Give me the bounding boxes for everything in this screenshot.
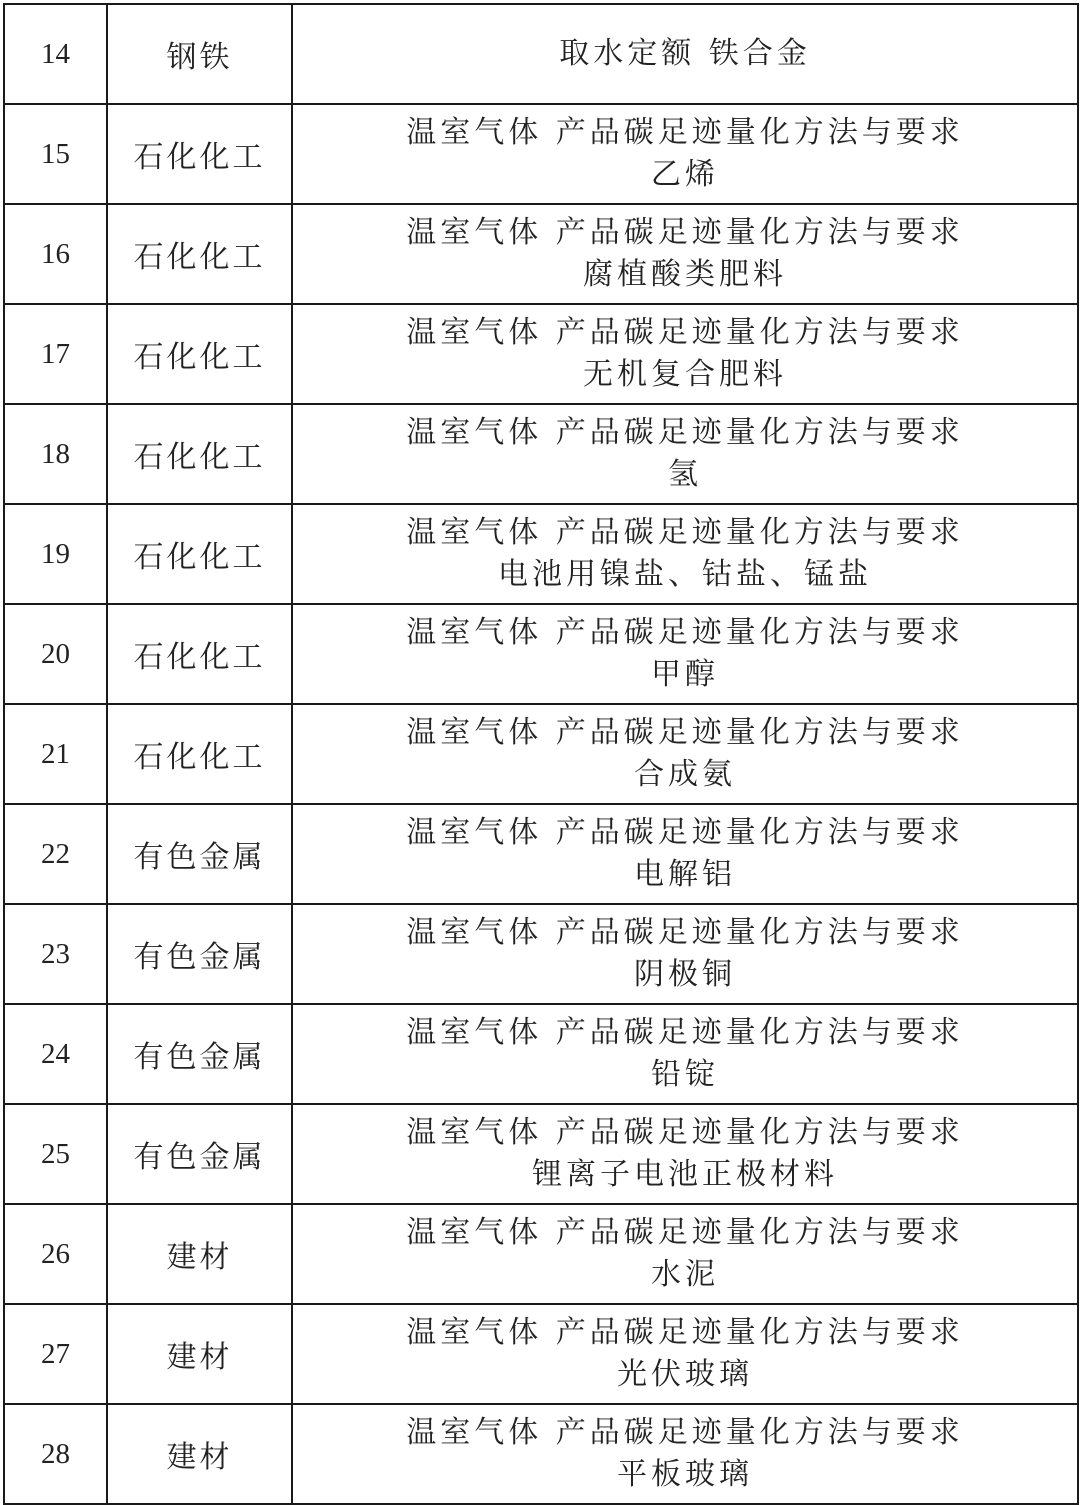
industry-cell: 建材 [107,1404,292,1504]
standard-name-line2: 乙烯 [651,157,719,192]
table-row [4,604,1078,704]
table-row [4,404,1078,504]
industry-cell: 建材 [107,1204,292,1304]
industry-cell: 石化化工 [107,504,292,604]
row-number: 27 [4,1304,107,1404]
table-row [4,204,1078,304]
standard-name-cell [292,104,1078,204]
standard-name-line2: 平板玻璃 [617,1457,753,1492]
industry-cell: 石化化工 [107,304,292,404]
row-number: 20 [4,604,107,704]
standard-name-cell [292,804,1078,904]
standard-name-line1: 温室气体 产品碳足迹量化方法与要求 [406,415,964,450]
row-number: 26 [4,1204,107,1304]
standard-name-cell [292,1304,1078,1404]
standard-name-cell [292,1404,1078,1504]
standard-name-line2: 氢 [668,457,702,492]
standard-name-cell [292,1204,1078,1304]
table-row [4,1004,1078,1104]
standard-name-line1: 取水定额 铁合金 [559,36,811,71]
row-number: 16 [4,204,107,304]
standard-name-line2: 锂离子电池正极材料 [532,1157,838,1192]
row-number: 22 [4,804,107,904]
row-number: 28 [4,1404,107,1504]
standard-name-line2: 铅锭 [651,1057,719,1092]
table-row [4,704,1078,804]
standard-name-line1: 温室气体 产品碳足迹量化方法与要求 [406,1015,964,1050]
standard-name-cell [292,304,1078,404]
table-row [4,504,1078,604]
table-row [4,4,1078,104]
standard-name-line1: 温室气体 产品碳足迹量化方法与要求 [406,1315,964,1350]
table-row [4,104,1078,204]
table-row [4,1204,1078,1304]
standard-name-line2: 阴极铜 [634,957,736,992]
table-row [4,1404,1078,1504]
standard-name-line2: 甲醇 [651,657,719,692]
standard-name-line1: 温室气体 产品碳足迹量化方法与要求 [406,115,964,150]
row-number: 23 [4,904,107,1004]
table-row [4,304,1078,404]
table-row [4,1304,1078,1404]
standards-table [3,3,1079,1505]
industry-cell: 钢铁 [107,4,292,104]
standard-name-line2: 电池用镍盐、钴盐、锰盐 [498,557,872,592]
standard-name-line2: 无机复合肥料 [583,357,787,392]
standard-name-line2: 水泥 [651,1257,719,1292]
standard-name-line1: 温室气体 产品碳足迹量化方法与要求 [406,1115,964,1150]
industry-cell: 有色金属 [107,1004,292,1104]
standard-name-cell [292,604,1078,704]
industry-cell: 石化化工 [107,404,292,504]
industry-cell: 石化化工 [107,604,292,704]
standard-name-line1: 温室气体 产品碳足迹量化方法与要求 [406,815,964,850]
standard-name-line1: 温室气体 产品碳足迹量化方法与要求 [406,1215,964,1250]
row-number: 19 [4,504,107,604]
table-row [4,804,1078,904]
row-number: 15 [4,104,107,204]
table-row [4,904,1078,1004]
standard-name-line1: 温室气体 产品碳足迹量化方法与要求 [406,515,964,550]
row-number: 24 [4,1004,107,1104]
standard-name-line2: 腐植酸类肥料 [583,257,787,292]
standard-name-cell [292,204,1078,304]
row-number: 21 [4,704,107,804]
standard-name-cell [292,404,1078,504]
table-row [4,1104,1078,1204]
standard-name-cell [292,704,1078,804]
standard-name-cell [292,504,1078,604]
standard-name-line1: 温室气体 产品碳足迹量化方法与要求 [406,715,964,750]
standard-name-line2: 电解铝 [634,857,736,892]
standard-name-line1: 温室气体 产品碳足迹量化方法与要求 [406,915,964,950]
industry-cell: 有色金属 [107,804,292,904]
standard-name-cell [292,4,1078,104]
row-number: 17 [4,304,107,404]
standard-name-line2: 光伏玻璃 [617,1357,753,1392]
standard-name-line1: 温室气体 产品碳足迹量化方法与要求 [406,615,964,650]
standard-name-line1: 温室气体 产品碳足迹量化方法与要求 [406,1415,964,1450]
standard-name-cell [292,904,1078,1004]
industry-cell: 石化化工 [107,704,292,804]
standard-name-line1: 温室气体 产品碳足迹量化方法与要求 [406,315,964,350]
industry-cell: 建材 [107,1304,292,1404]
standard-name-line2: 合成氨 [634,757,736,792]
standard-name-line1: 温室气体 产品碳足迹量化方法与要求 [406,215,964,250]
industry-cell: 石化化工 [107,104,292,204]
row-number: 25 [4,1104,107,1204]
row-number: 18 [4,404,107,504]
industry-cell: 有色金属 [107,904,292,1004]
industry-cell: 石化化工 [107,204,292,304]
standard-name-cell [292,1004,1078,1104]
standard-name-cell [292,1104,1078,1204]
row-number: 14 [4,4,107,104]
industry-cell: 有色金属 [107,1104,292,1204]
